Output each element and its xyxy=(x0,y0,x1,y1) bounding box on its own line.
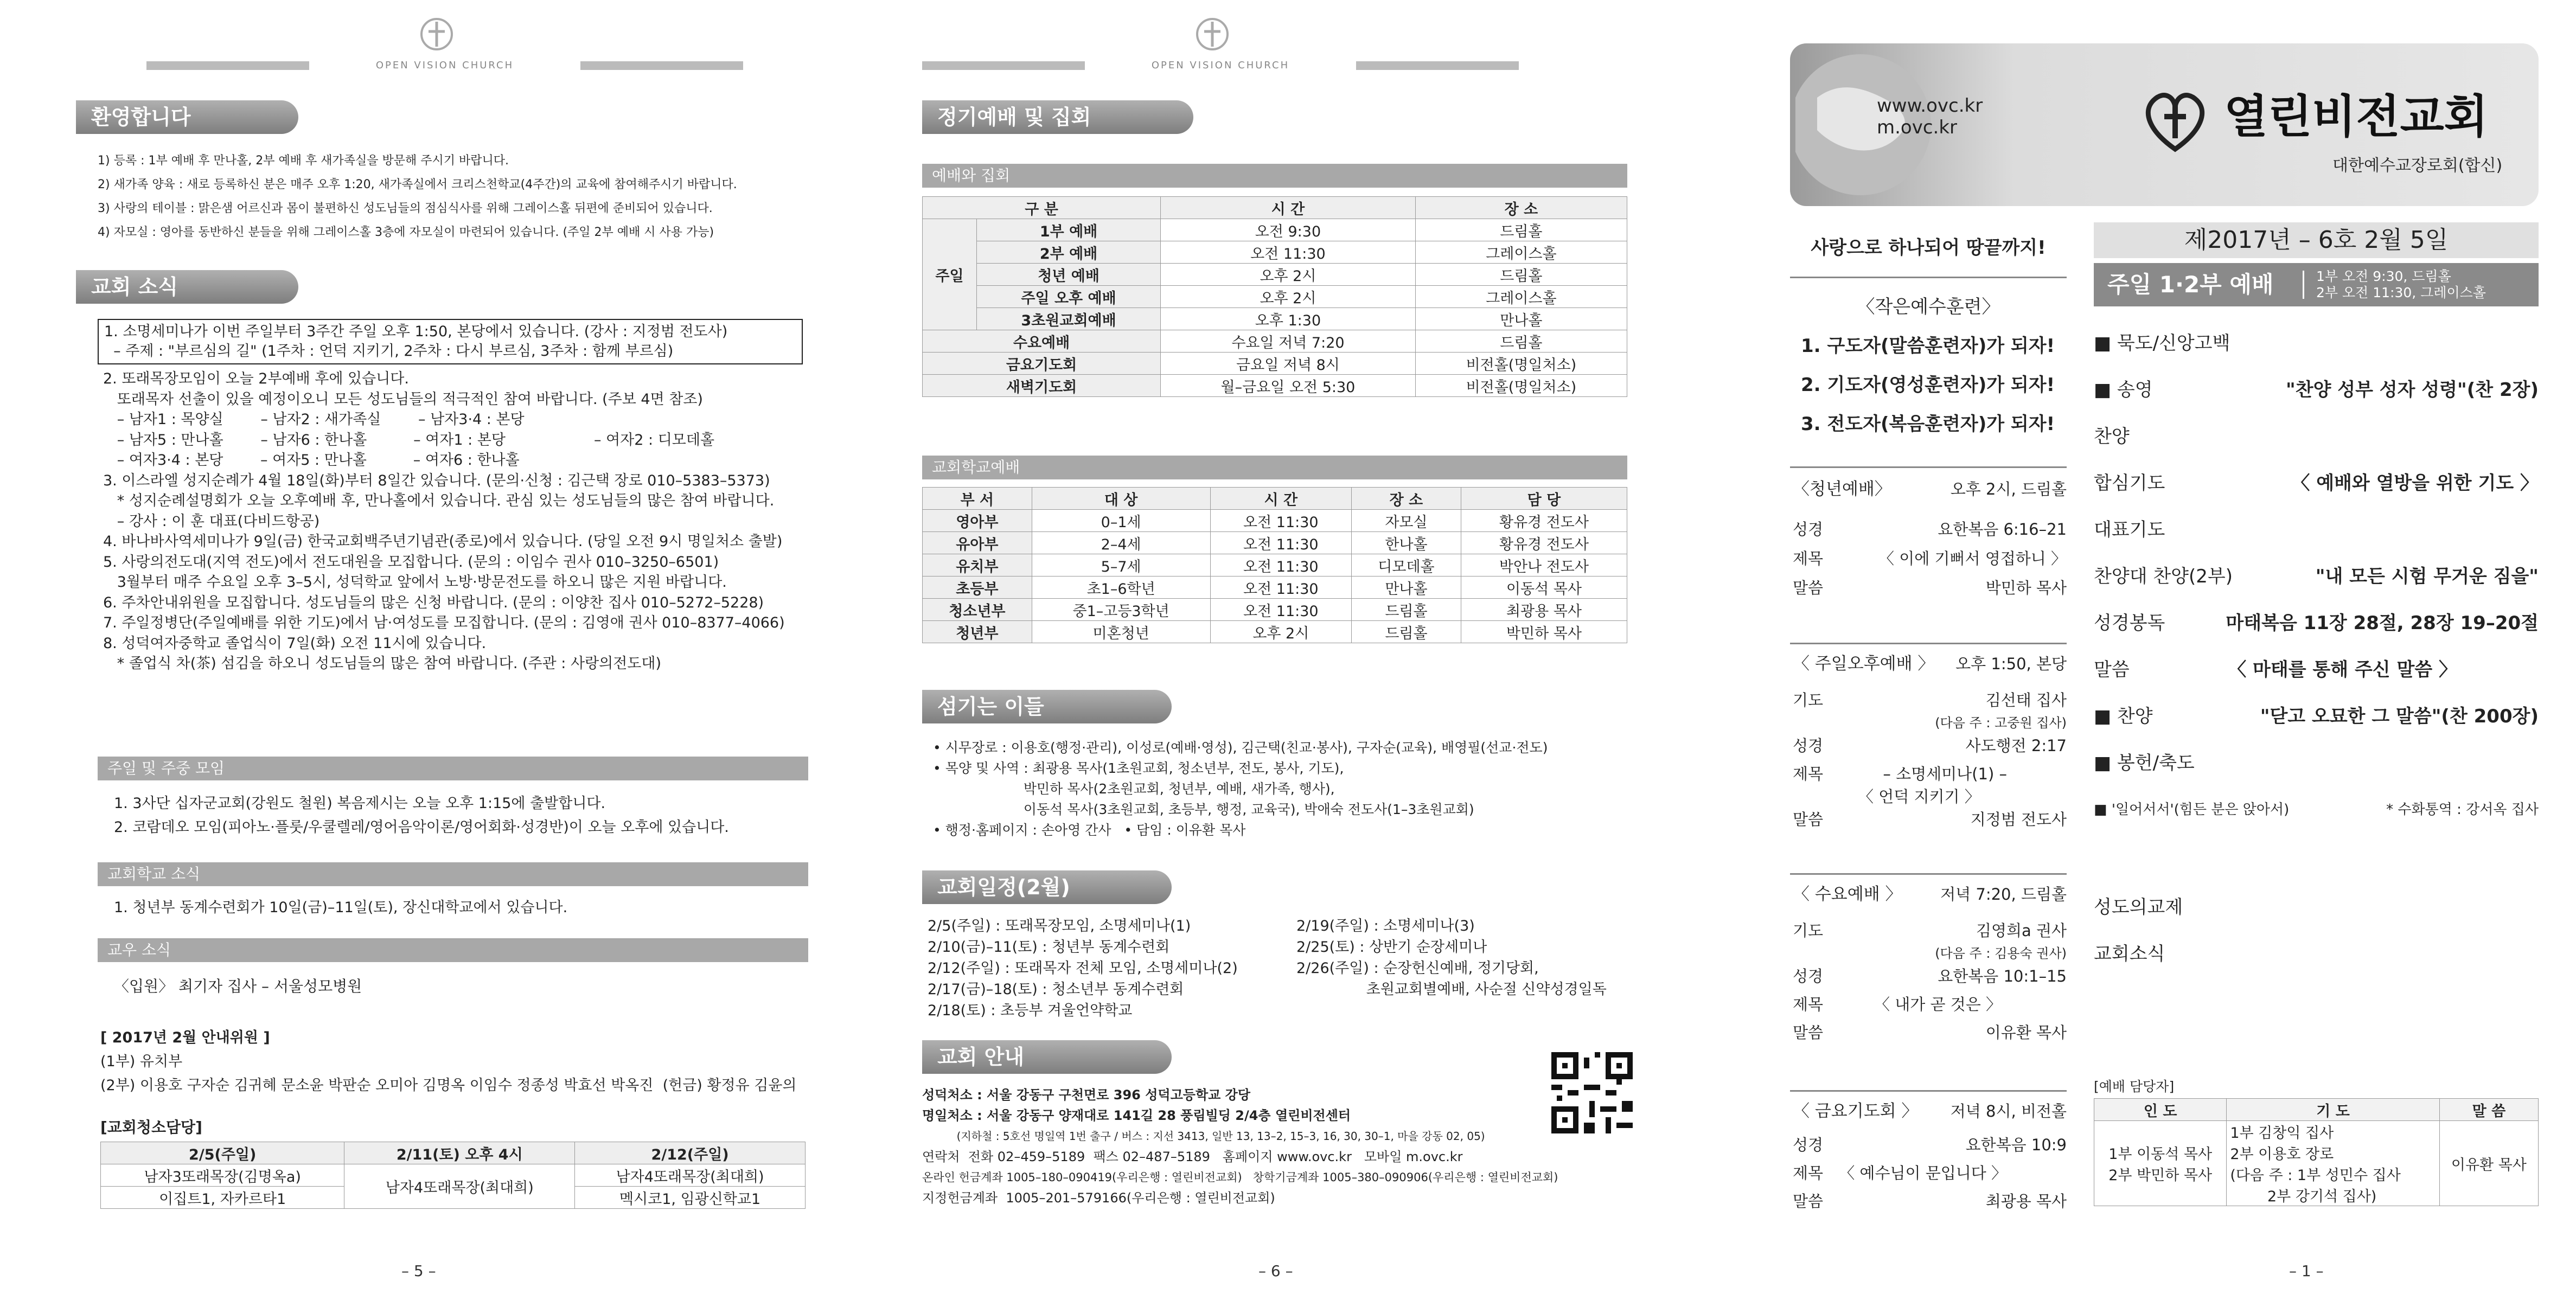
duty-table xyxy=(2094,1098,2539,1206)
table-cell: 이집트1, 자카르타1 xyxy=(101,1187,344,1209)
table-header: 구 분 xyxy=(923,197,1161,219)
order-detail: "닫고 오묘한 그 말씀"(찬 200장) xyxy=(2260,706,2539,727)
info-title: 교회 안내 xyxy=(922,1040,1172,1074)
member-news xyxy=(114,976,362,997)
order-item: 말씀 xyxy=(2094,659,2130,681)
running-header xyxy=(922,15,1519,75)
motto: 사랑으로 하나되어 땅끝까지! xyxy=(1811,237,2046,259)
table-row xyxy=(923,264,1627,286)
row-value: 이유환 목사 xyxy=(1985,1023,2067,1042)
training-item: 1. 구도자(말씀훈련자)가 되자! xyxy=(1801,335,2055,357)
table-cell: 중1–고등3학년 xyxy=(1032,599,1210,621)
schedule-line: 2/12(주일) : 또래목자 전체 모임, 소명세미나(2) xyxy=(928,960,1238,977)
servants-list xyxy=(933,738,1548,841)
meeting-line: 2. 코람데오 모임(피아노·플룻/우쿨렐레/영어음악이론/영어회화·성경반)이 오늘 오후에 있습니다. xyxy=(114,819,729,836)
row-value: 김선태 집사 xyxy=(1985,691,2067,709)
row-label: 성경 xyxy=(1793,736,1824,755)
table-row xyxy=(2094,1121,2539,1206)
sidebar xyxy=(1790,233,2067,262)
table-cell: 월–금요일 오전 5:30 xyxy=(1161,375,1416,397)
mobile-url[interactable]: m.ovc.kr xyxy=(1877,117,1958,138)
table-cell: 오전 11:30 xyxy=(1210,599,1352,621)
row-label: 기도 xyxy=(1793,921,1824,940)
after-item: 교회소식 xyxy=(2094,943,2165,965)
row-value: 요한복음 10:9 xyxy=(1965,1136,2067,1154)
church-name: 열린비전교회 xyxy=(2224,90,2488,143)
row-value: 지정범 전도사 xyxy=(1970,810,2067,829)
table-cell: 주일 오후 예배 xyxy=(977,286,1161,308)
service-time: 1부 오전 9:30, 드림홀 xyxy=(2316,268,2451,284)
school-line: 1. 청년부 동계수련회가 10일(금)–11일(토), 장신대학교에서 있습니다. xyxy=(114,899,568,916)
table-cell: 남자4또래목장(최대희) xyxy=(344,1164,575,1209)
info-line: 명일처소 : 서울 강동구 양재대로 141길 28 풍림빌딩 2/4층 열린비전센터 xyxy=(922,1108,1351,1123)
news-title: 교회 소식 xyxy=(76,270,298,304)
usher-line: (2부) 이용호 구자순 김귀혜 문소윤 박판순 오미아 김명옥 이임수 정종성 박효선 박옥진 (헌금) 황정유 김윤의 xyxy=(100,1077,797,1094)
table-row xyxy=(923,510,1627,532)
member-subhead: 교우 소식 xyxy=(98,938,808,962)
news-line: 3월부터 매주 수요일 오후 3–5시, 성덕학교 앞에서 노방·방문전도를 하오니 많은 지원 바랍니다. xyxy=(103,574,727,591)
table-header: 기 도 xyxy=(2227,1099,2439,1121)
schedule-line: 2/18(토) : 초등부 겨울언약학교 xyxy=(928,1002,1133,1019)
schedule-line: 초원교회별예배, 사순절 신약성경일독 xyxy=(1296,981,1607,998)
row-value: 요한복음 10:1–15 xyxy=(1938,967,2067,985)
order-detail: 〈 예배와 열방을 위한 기도 〉 xyxy=(2291,472,2539,494)
header-text: OPEN VISION CHURCH xyxy=(309,59,580,73)
table-cell: 박민하 목사 xyxy=(1461,621,1627,643)
table-cell: 황유경 전도사 xyxy=(1461,510,1627,532)
row-label: 말씀 xyxy=(1793,810,1824,829)
news-line: – 강사 : 이 훈 대표(다비드항공) xyxy=(103,513,320,530)
table-header: 인 도 xyxy=(2094,1099,2227,1121)
cover-banner xyxy=(1790,43,2539,206)
servants-title: 섬기는 이들 xyxy=(922,690,1172,723)
table-cell: 드림홀 xyxy=(1415,264,1627,286)
table-cell: 청년 예배 xyxy=(977,264,1161,286)
schedule-title: 교회일정(2월) xyxy=(922,870,1172,904)
row-value: – 소명세미나(1) – xyxy=(1883,765,2007,783)
row-value: 요한복음 6:16–21 xyxy=(1938,520,2067,539)
table-cell: 자모실 xyxy=(1352,510,1461,532)
news-line: 또래목자 선출이 있을 예정이오니 모든 성도님들의 적극적인 참여 바랍니다. (주보 4면 참조) xyxy=(103,390,703,408)
table-header: 시 간 xyxy=(1161,197,1416,219)
row-value: 박민하 목사 xyxy=(1985,579,2067,597)
usher-section xyxy=(100,1026,797,1098)
table-cell: 오후 1:30 xyxy=(1161,308,1416,330)
service-title: 〈 금요기도회 〉 xyxy=(1793,1101,1919,1121)
welcome-line: 2) 새가족 양육 : 새로 등록하신 분은 매주 오후 1:20, 새가족실에서 크리스천학교(4주간)의 교육에 참여해주시기 바랍니다. xyxy=(98,178,737,191)
row-label: 제목 xyxy=(1793,765,1824,783)
row-label: 말씀 xyxy=(1793,579,1824,597)
meeting-list xyxy=(114,792,729,840)
table-cell: 1부 예배 xyxy=(977,219,1161,241)
church-logo-icon xyxy=(418,15,456,53)
table-cell: 이유환 목사 xyxy=(2439,1121,2538,1206)
table-cell: 황유경 전도사 xyxy=(1461,532,1627,554)
table-cell: 남자4또래목장(최대희) xyxy=(575,1164,806,1187)
table-row xyxy=(923,488,1627,510)
table-row xyxy=(923,353,1627,375)
order-item: 찬양대 찬양(2부) xyxy=(2094,566,2233,587)
website-url[interactable]: www.ovc.kr xyxy=(1877,95,1983,117)
header-text: OPEN VISION CHURCH xyxy=(1085,59,1356,73)
welcome-title: 환영합니다 xyxy=(76,100,298,134)
table-cell: 미혼청년 xyxy=(1032,621,1210,643)
table-cell: 만나홀 xyxy=(1415,308,1627,330)
row-label: 성경 xyxy=(1793,520,1824,539)
servants-line: • 시무장로 : 이용호(행정·관리), 이성로(예배·영성), 김근택(친교·봉사), 구자순(교육), 배영필(선교·전도) xyxy=(933,740,1548,755)
news-line: 5. 사랑의전도대(지역 전도)에서 전도대원을 모집합니다. (문의 : 이임수 권사 010–3250–6501) xyxy=(103,553,719,571)
order-detail: "찬양 성부 성자 성령"(찬 2장) xyxy=(2286,379,2539,401)
table-row xyxy=(923,330,1627,353)
schedule-left xyxy=(928,915,1238,1021)
church-logo-icon xyxy=(1193,15,1231,53)
table-cell: 초1–6학년 xyxy=(1032,576,1210,599)
page-5 xyxy=(0,0,862,1294)
meeting-subhead: 주일 및 주중 모임 xyxy=(98,757,808,780)
service-time: 오후 1:50, 본당 xyxy=(1955,655,2067,673)
news-line: 2. 또래목장모임이 오늘 2부예배 후에 있습니다. xyxy=(103,370,409,387)
table-header: 장 소 xyxy=(1352,488,1461,510)
youth-service xyxy=(1793,475,2067,603)
usher-line: (1부) 유치부 xyxy=(100,1053,183,1070)
table-row xyxy=(923,241,1627,264)
table-cell: 오전 9:30 xyxy=(1161,219,1416,241)
service-banner xyxy=(2094,263,2539,306)
order-of-service xyxy=(2094,320,2539,833)
table-cell: 0–1세 xyxy=(1032,510,1210,532)
service-banner-title: 주일 1·2부 예배 xyxy=(2107,271,2274,298)
table-cell: 오전 11:30 xyxy=(1210,532,1352,554)
row-label: 성경 xyxy=(1793,1136,1824,1154)
news-line: 7. 주일정병단(주일예배를 위한 기도)에서 남·여성도를 모집합니다. (문의 : 김영애 권사 010–8377–4066) xyxy=(103,614,785,631)
table-cell: 3초원교회예배 xyxy=(977,308,1161,330)
table-cell: 드림홀 xyxy=(1415,330,1627,353)
order-item: ■ 찬양 xyxy=(2094,706,2153,727)
table-cell: 최광용 목사 xyxy=(1461,599,1627,621)
table-cell: 2–4세 xyxy=(1032,532,1210,554)
table-cell: 1부 김창익 집사 2부 이용호 장로 (다음 주 : 1부 성민수 집사 2부 강기석 집사) xyxy=(2227,1121,2439,1206)
table-cell: 수요일 저녁 7:20 xyxy=(1161,330,1416,353)
service-title: 〈청년예배〉 xyxy=(1793,479,1891,499)
row-value: 〈 예수님이 문입니다 〉 xyxy=(1839,1164,2007,1182)
training xyxy=(1790,287,2067,444)
row-note: 〈 언덕 지키기 〉 xyxy=(1858,787,1980,806)
news-line: 1. 소명세미나가 이번 주일부터 3주간 주일 오후 1:50, 본당에서 있습니다. (강사 : 지정범 전도사) xyxy=(104,323,728,340)
table-header: 부 서 xyxy=(923,488,1032,510)
welcome-line: 3) 사랑의 테이블 : 맑은샘 어르신과 몸이 불편하신 성도님들의 점심식사를 위해 그레이스홀 뒤편에 준비되어 있습니다. xyxy=(98,202,713,215)
service-time: 2부 오전 11:30, 그레이스홀 xyxy=(2316,285,2486,300)
table-header: 2/5(주일) xyxy=(101,1142,344,1164)
table-cell: 멕시코1, 임광신학교1 xyxy=(575,1187,806,1209)
table-cell: 금요일 저녁 8시 xyxy=(1161,353,1416,375)
info-line: (지하철 : 5호선 명일역 1번 출구 / 버스 : 지선 3413, 일반 13, 13–2, 15–3, 16, 30, 30–1, 마을 강동 02, 05) xyxy=(922,1130,1485,1143)
schedule-line: 2/10(금)–11(토) : 청년부 동계수련회 xyxy=(928,939,1170,956)
order-item: ■ 송영 xyxy=(2094,379,2153,401)
welcome-line: 4) 자모실 : 영아를 동반하신 분들을 위해 그레이스홀 3층에 자모실이 마련되어 있습니다. (주일 2부 예배 시 사용 가능) xyxy=(98,226,714,239)
table-cell: 오후 2시 xyxy=(1161,286,1416,308)
table-cell: 박안나 전도사 xyxy=(1461,554,1627,576)
row-value: 〈 내가 곧 것은 〉 xyxy=(1874,995,2002,1014)
news-line: – 여자3·4 : 본당 – 여자5 : 만나홀 – 여자6 : 한나홀 xyxy=(103,452,520,469)
table-header: 대 상 xyxy=(1032,488,1210,510)
schedule-line: 2/17(금)–18(토) : 청소년부 동계수련회 xyxy=(928,981,1184,998)
training-item: 3. 전도자(복음훈련자)가 되자! xyxy=(1801,413,2055,435)
duty-title: [예배 담당자] xyxy=(2094,1079,2175,1094)
order-detail: 〈 마태를 통해 주신 말씀 〉 xyxy=(2228,659,2457,681)
service-banner-times xyxy=(2316,268,2486,301)
service-time: 오후 2시, 드림홀 xyxy=(1950,480,2067,498)
info-line: 연락처 전화 02–459–5189 팩스 02–487–5189 홈페이지 www.ovc.kr 모바일 m.ovc.kr xyxy=(922,1149,1463,1164)
row-label: 제목 xyxy=(1793,549,1824,568)
table-cell: 오전 11:30 xyxy=(1210,510,1352,532)
table-cell: 디모데홀 xyxy=(1352,554,1461,576)
afternoon-service xyxy=(1793,650,2067,834)
table-cell: 초등부 xyxy=(923,576,1032,599)
worship-table xyxy=(922,196,1627,397)
page-number: – 6 – xyxy=(1258,1262,1293,1280)
running-header xyxy=(146,15,743,75)
table-cell: 비전홀(명일처소) xyxy=(1415,375,1627,397)
info-line: 지정헌금계좌 1005–201–579166(우리은행 : 열린비전교회) xyxy=(922,1190,1275,1206)
table-cell: 이동석 목사 xyxy=(1461,576,1627,599)
table-cell: 주일 xyxy=(923,219,977,330)
order-detail: * 수화통역 : 강서옥 집사 xyxy=(2386,802,2539,818)
page-number: – 1 – xyxy=(2289,1262,2324,1280)
news-line: * 졸업식 차(茶) 섬김을 하오니 성도님들의 많은 참여 바랍니다. (주관 : 사랑의전도대) xyxy=(103,655,662,672)
service-time: 저녁 7:20, 드림홀 xyxy=(1940,885,2067,904)
news-line: 3. 이스라엘 성지순례가 4월 18일(화)부터 8일간 있습니다. (문의·신청 : 김근택 장로 010–5383–5373) xyxy=(103,472,770,489)
order-item: 대표기도 xyxy=(2094,519,2165,541)
table-row xyxy=(923,599,1627,621)
worship-title: 정기예배 및 집회 xyxy=(922,100,1193,134)
table-cell: 드림홀 xyxy=(1352,621,1461,643)
page-number: – 5 – xyxy=(401,1262,436,1280)
row-note: (다음 주 : 고중원 집사) xyxy=(1935,715,2067,731)
news-line: – 주제 : "부르심의 길" (1주차 : 언덕 지키기, 2주차 : 다시 부르심, 3주차 : 함께 부르심) xyxy=(104,343,674,360)
table-cell: 1부 이동석 목사 2부 박민하 목사 xyxy=(2094,1121,2227,1206)
school-subhead: 교회학교 소식 xyxy=(98,862,808,886)
table-cell: 유치부 xyxy=(923,554,1032,576)
row-label: 제목 xyxy=(1793,995,1824,1014)
row-value: 〈 이에 기뻐서 영접하니 〉 xyxy=(1878,549,2067,568)
info-list xyxy=(922,1085,1558,1208)
news-line: – 남자1 : 목양실 – 남자2 : 새가족실 – 남자3·4 : 본당 xyxy=(103,411,525,428)
table-row xyxy=(923,308,1627,330)
news-line: 8. 성덕여자중학교 졸업식이 7일(화) 오전 11시에 있습니다. xyxy=(103,635,487,652)
row-label: 기도 xyxy=(1793,691,1824,709)
row-value: 최광용 목사 xyxy=(1985,1192,2067,1210)
news-line: – 남자5 : 만나홀 – 남자6 : 한나홀 – 여자1 : 본당 – 여자2 : 디모데홀 xyxy=(103,431,715,449)
order-item: 합심기도 xyxy=(2094,472,2165,494)
table-header: 2/12(주일) xyxy=(575,1142,806,1164)
clean-table xyxy=(100,1142,806,1209)
clean-title: [교회청소담당] xyxy=(100,1118,202,1136)
order-item: ■ '일어서서'(힘든 분은 앉아서) xyxy=(2094,802,2290,818)
info-line: 성덕처소 : 서울 강동구 구천면로 396 성덕고등학교 강당 xyxy=(922,1087,1251,1103)
schedule-right xyxy=(1296,915,1607,1000)
news-line: * 성지순례설명회가 오늘 오후예배 후, 만나홀에서 있습니다. 관심 있는 성도님들의 많은 참여 바랍니다. xyxy=(103,492,775,509)
order-item: ■ 묵도/신앙고백 xyxy=(2094,332,2230,354)
table-cell: 영아부 xyxy=(923,510,1032,532)
service-time: 저녁 8시, 비전홀 xyxy=(1950,1102,2067,1120)
table-header: 장 소 xyxy=(1415,197,1627,219)
training-item: 2. 기도자(영성훈련자)가 되자! xyxy=(1801,374,2055,396)
issue-banner: 제2017년 – 6호 2월 5일 xyxy=(2094,222,2539,258)
table-cell: 5–7세 xyxy=(1032,554,1210,576)
church-logo-icon xyxy=(2137,81,2213,157)
table-row xyxy=(923,219,1627,241)
after-item: 성도의교제 xyxy=(2094,896,2183,918)
table-cell: 드림홀 xyxy=(1352,599,1461,621)
table-cell: 남자3또래목장(김명옥a) xyxy=(101,1164,344,1187)
table-cell: 오후 2시 xyxy=(1210,621,1352,643)
table-row xyxy=(923,375,1627,397)
news-list xyxy=(103,369,785,674)
page-6 xyxy=(868,0,1736,1294)
news-box xyxy=(98,319,803,364)
table-cell: 청소년부 xyxy=(923,599,1032,621)
table-header: 말 씀 xyxy=(2439,1099,2538,1121)
table-row xyxy=(101,1142,806,1164)
order-item: ■ 봉헌/축도 xyxy=(2094,752,2195,774)
table-cell: 그레이스홀 xyxy=(1415,286,1627,308)
friday-prayer xyxy=(1793,1097,2067,1215)
news-line: 4. 바나바사역세미나가 9일(금) 한국교회백주년기념관(종로)에서 있습니다. (당일 오전 9시 명일처소 출발) xyxy=(103,533,783,550)
denomination: 대한예수교장로회(합신) xyxy=(2332,156,2503,175)
school-news xyxy=(114,898,567,918)
service-title: 〈 주일오후예배 〉 xyxy=(1793,654,1935,674)
table-cell: 금요기도회 xyxy=(923,353,1161,375)
website[interactable] xyxy=(1877,95,1983,138)
table-cell: 드림홀 xyxy=(1415,219,1627,241)
table-cell: 오전 11:30 xyxy=(1210,554,1352,576)
page-1 xyxy=(1752,0,2576,1294)
wednesday-service xyxy=(1793,880,2067,1047)
order-item: 찬양 xyxy=(2094,426,2130,447)
table-cell: 유아부 xyxy=(923,532,1032,554)
table-cell: 오전 11:30 xyxy=(1210,576,1352,599)
servants-line: • 행정·홈페이지 : 손아영 간사 • 담임 : 이유환 목사 xyxy=(933,822,1246,838)
training-title: 〈작은예수훈련〉 xyxy=(1856,296,2000,318)
table-cell: 2부 예배 xyxy=(977,241,1161,264)
table-header: 담 당 xyxy=(1461,488,1627,510)
service-title: 〈 수요예배 〉 xyxy=(1793,885,1902,904)
welcome-list xyxy=(98,149,737,245)
table-row xyxy=(923,532,1627,554)
table-cell: 새벽기도회 xyxy=(923,375,1161,397)
table-cell: 수요예배 xyxy=(923,330,1161,353)
meeting-line: 1. 3사단 십자군교회(강원도 철원) 복음제시는 오늘 오후 1:15에 출발합니다. xyxy=(114,795,606,812)
table-row xyxy=(101,1164,806,1187)
news-line: 6. 주차안내위원을 모집합니다. 성도님들의 많은 신청 바랍니다. (문의 : 이양찬 집사 010–5272–5228) xyxy=(103,594,764,611)
table-row xyxy=(923,621,1627,643)
table-row xyxy=(923,286,1627,308)
table-cell: 청년부 xyxy=(923,621,1032,643)
servants-line: 이동석 목사(3초원교회, 초등부, 행정, 교육국), 박애숙 전도사(1–3초원교회) xyxy=(933,802,1474,817)
row-note: (다음 주 : 김용숙 권사) xyxy=(1935,946,2067,961)
row-value: 김영희a 권사 xyxy=(1976,921,2067,940)
table-row xyxy=(923,576,1627,599)
schedule-line: 2/5(주일) : 또래목장모임, 소명세미나(1) xyxy=(928,918,1191,934)
info-line: 온라인 헌금계좌 1005–180–090419(우리은행 : 열린비전교회) 창학기금계좌 1005–380–090906(우리은행 : 열린비전교회) xyxy=(922,1171,1558,1184)
table-cell: 그레이스홀 xyxy=(1415,241,1627,264)
row-label: 성경 xyxy=(1793,967,1824,985)
school-table xyxy=(922,487,1627,643)
schedule-line: 2/26(주일) : 순장헌신예배, 정기당회, xyxy=(1296,960,1539,977)
table-row xyxy=(923,554,1627,576)
table-cell: 한나홀 xyxy=(1352,532,1461,554)
table-cell: 오전 11:30 xyxy=(1161,241,1416,264)
school-worship-subhead: 교회학교예배 xyxy=(922,456,1627,479)
worship-subhead: 예배와 집회 xyxy=(922,164,1627,188)
table-header: 2/11(토) 오후 4시 xyxy=(344,1142,575,1164)
table-cell: 만나홀 xyxy=(1352,576,1461,599)
table-row xyxy=(923,197,1627,219)
schedule-line: 2/25(토) : 상반기 순장세미나 xyxy=(1296,939,1487,956)
table-cell: 오후 2시 xyxy=(1161,264,1416,286)
row-label: 제목 xyxy=(1793,1164,1824,1182)
order-detail: "내 모든 시험 무거운 짐을" xyxy=(2315,566,2539,587)
servants-line: 박민하 목사(2초원교회, 청년부, 예배, 새가족, 행사), xyxy=(933,781,1335,797)
after-service xyxy=(2094,884,2539,977)
schedule-line: 2/19(주일) : 소명세미나(3) xyxy=(1296,918,1475,934)
welcome-line: 1) 등록 : 1부 예배 후 만나홀, 2부 예배 후 새가족실을 방문해 주시기 바랍니다. xyxy=(98,154,509,168)
row-label: 말씀 xyxy=(1793,1192,1824,1210)
table-header: 시 간 xyxy=(1210,488,1352,510)
member-line: 〈입원〉 최기자 집사 – 서울성모병원 xyxy=(114,977,362,995)
table-cell: 비전홀(명일처소) xyxy=(1415,353,1627,375)
qr-code-icon[interactable] xyxy=(1551,1052,1633,1133)
row-label: 말씀 xyxy=(1793,1023,1824,1042)
servants-line: • 목양 및 사역 : 최광용 목사(1초원교회, 청소년부, 전도, 봉사, 기도), xyxy=(933,760,1344,776)
order-detail: 마태복음 11장 28절, 28장 19–20절 xyxy=(2226,612,2539,634)
table-row xyxy=(2094,1099,2539,1121)
usher-title: [ 2017년 2월 안내위원 ] xyxy=(100,1029,270,1046)
order-item: 성경봉독 xyxy=(2094,612,2165,634)
row-value: 사도행전 2:17 xyxy=(1965,736,2067,755)
